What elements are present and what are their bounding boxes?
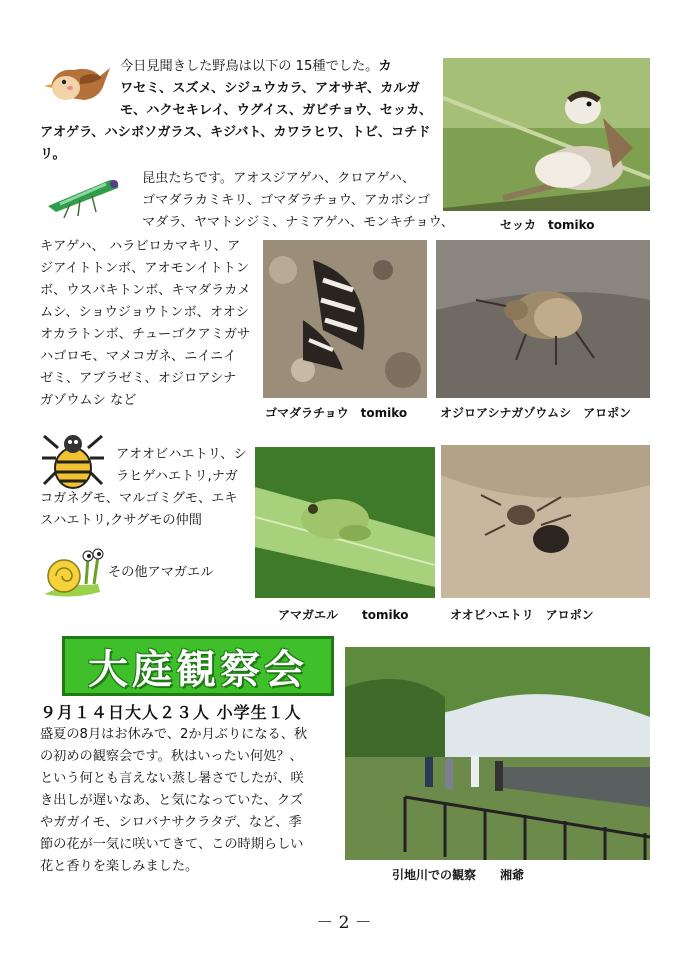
birds-paragraph-head	[120, 56, 442, 78]
page-number: － 2 －	[316, 913, 372, 933]
insects-col-line: キアゲハ、 ハラビロカマキリ、ア	[40, 239, 241, 254]
insects-col-line: ガゾウムシ など	[40, 393, 137, 408]
leafhopper-icon	[40, 166, 126, 220]
insects-col-line: オカラトンボ、チューゴクアミガサ	[40, 327, 251, 342]
river-photo	[345, 647, 650, 860]
event-title: 大庭観察会	[62, 636, 334, 696]
birds-line1-tail: カ	[378, 59, 392, 74]
insects-col-line: ムシ、ショウジョウトンボ、オオシ	[40, 305, 250, 320]
gomadara-photo	[263, 240, 427, 398]
insects-col-line: ボ、ウスバキトンボ、キマダラカメ	[40, 283, 251, 298]
event-body-line: 花と香りを楽しみました。	[40, 859, 199, 874]
insects-col-line: ジアイトトンボ、アオモンイトトン	[40, 261, 250, 276]
event-body-line: という何とも言えない蒸し暑さでしたが、咲	[40, 771, 304, 786]
frog-photo	[255, 447, 435, 598]
birds-intro: 今日見聞きした野鳥は以下の 15種でした。	[120, 59, 379, 74]
insects-line3: マダラ、ヤマトシジミ、ナミアゲハ、モンキチョウ、	[142, 215, 454, 230]
spiders-line1: アオオビハエトリ、シ	[116, 447, 247, 462]
event-body	[40, 724, 340, 878]
birds-line2: ワセミ、スズメ、シジュウカラ、アオサギ、カルガ	[120, 81, 420, 96]
event-date-line: ９月１４日大人２３人 小学生１人	[40, 703, 302, 722]
event-body-line: 盛夏の8月はお休みで、2か月ぶりになる、秋	[40, 727, 308, 742]
event-body-line: の初めの観察会です。秋はいったい何処？、	[40, 749, 303, 764]
birds-line3: モ、ハクセキレイ、ウグイス、ガビチョウ、セッカ、	[120, 103, 433, 118]
insects-line1: 昆虫たちです。アオスジアゲハ、クロアゲハ、	[142, 171, 416, 186]
caption-spider: オオビハエトリ アロポン	[450, 608, 594, 622]
caption-river: 引地川での観察 湘爺	[392, 868, 525, 882]
caption-sekka: セッカ tomiko	[500, 218, 595, 232]
spider-photo	[441, 445, 650, 598]
others-text: その他アマガエル	[108, 565, 214, 580]
spiders-line2: ラヒゲハエトリ,ナガ	[116, 469, 238, 484]
sekka-photo	[443, 58, 650, 211]
spiders-line4: スハエトリ,クサグモの仲間	[40, 513, 202, 528]
sparrow-icon	[40, 58, 112, 108]
insects-col-line: ハゴロモ、マメコガネ、ニイニイ	[40, 349, 237, 364]
snail-icon	[40, 546, 104, 602]
insects-col-line: ゼミ、アブラゼミ、オジロアシナ	[40, 371, 237, 386]
event-body-line: き出しが遅いなあ、と気になっていた、クズ	[40, 793, 304, 808]
insects-line2: ゴマダラカミキリ、ゴマダラチョウ、アカボシゴ	[142, 193, 430, 208]
birds-line4: アオゲラ、ハシボソガラス、キジバト、カワラヒワ、トビ、コチド	[40, 125, 431, 140]
birds-line5: リ。	[40, 147, 66, 162]
insects-column	[40, 236, 262, 412]
spider-icon	[40, 428, 106, 494]
event-body-line: 節の花が一気に咲いてきて、この時期らしい	[40, 837, 304, 852]
event-body-line: やガガイモ、シロバナサクラタデ、など、季	[40, 815, 302, 830]
caption-weevil: オジロアシナガゾウムシ アロポン	[440, 406, 632, 420]
weevil-photo	[436, 240, 650, 398]
spiders-line3: コガネグモ、マルゴミグモ、エキ	[40, 491, 238, 506]
caption-frog: アマガエル tomiko	[278, 608, 409, 622]
caption-gomadara: ゴマダラチョウ tomiko	[265, 406, 408, 420]
